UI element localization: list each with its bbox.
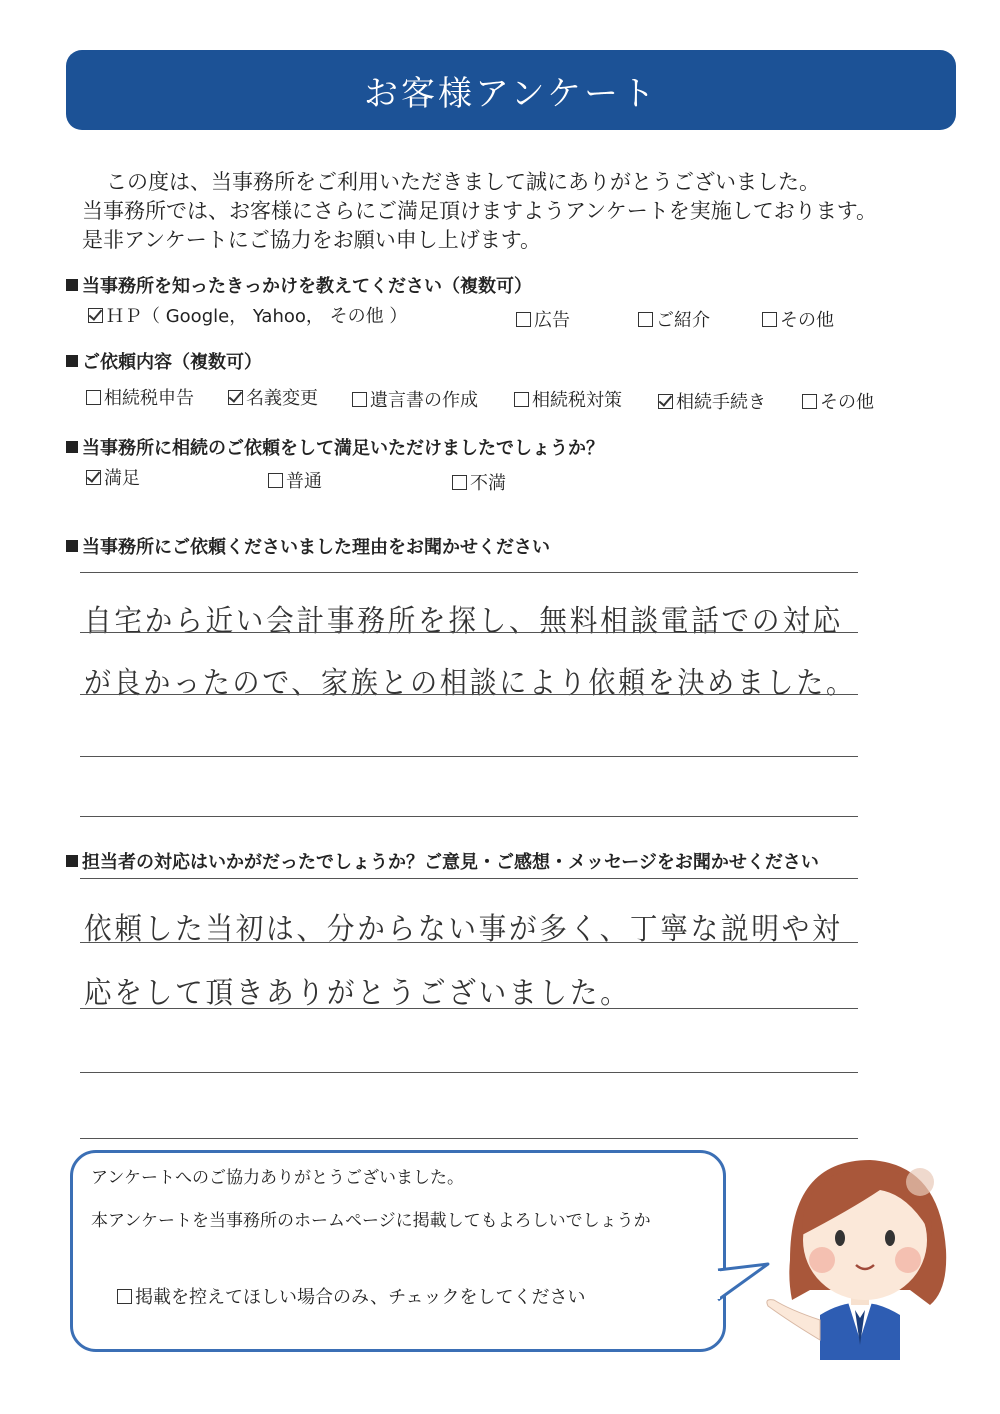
checkbox-icon[interactable] <box>117 1289 132 1304</box>
answer-line <box>80 1008 858 1009</box>
answer-line <box>80 816 858 817</box>
answer-line <box>80 942 858 943</box>
closing-question: 本アンケートを当事務所のホームページに掲載してもよろしいでしょうか <box>91 1211 651 1231</box>
page-title: お客様アンケート <box>364 73 658 114</box>
handwritten-answer-line: が良かったので、家族との相談により依頼を決めました。 <box>84 666 856 701</box>
question-3-label: 当事務所に相続のご依頼をして満足いただけましたでしょうか？ <box>66 434 604 460</box>
checkbox-icon[interactable] <box>802 394 817 409</box>
bullet-square-icon <box>66 855 78 867</box>
checkbox-icon[interactable] <box>516 312 531 327</box>
intro-line: 是非アンケートにご協力をお願い申し上げます。 <box>82 228 542 252</box>
checkbox-checked-icon[interactable] <box>86 470 101 485</box>
answer-line <box>80 878 858 879</box>
bullet-square-icon <box>66 441 78 453</box>
question-4-label: 当事務所にご依頼くださいました理由をお聞かせください <box>66 533 550 559</box>
checkbox-icon[interactable] <box>268 473 283 488</box>
question-2-label: ご依頼内容（複数可） <box>66 348 262 374</box>
q2-option-will[interactable]: 遺言書の作成 <box>352 386 478 412</box>
q1-option-referral[interactable]: ご紹介 <box>638 306 710 332</box>
q2-option-tax-planning[interactable]: 相続税対策 <box>514 386 622 412</box>
question-1-label: 当事務所を知ったきっかけを教えてください（複数可） <box>66 272 532 298</box>
bullet-square-icon <box>66 279 78 291</box>
checkbox-icon[interactable] <box>638 312 653 327</box>
q1-option-other[interactable]: その他 <box>762 306 834 332</box>
answer-line <box>80 1072 858 1073</box>
answer-line <box>80 694 858 695</box>
checkbox-icon[interactable] <box>514 392 529 407</box>
checkbox-icon[interactable] <box>86 390 101 405</box>
q1-option-ad[interactable]: 広告 <box>516 306 570 332</box>
answer-line <box>80 1138 858 1139</box>
answer-line <box>80 572 858 573</box>
checkbox-icon[interactable] <box>452 475 467 490</box>
handwritten-answer-line: 応をして頂きありがとうございました。 <box>84 976 631 1011</box>
opt-out-option[interactable]: 掲載を控えてほしい場合のみ、チェックをしてください <box>117 1283 586 1309</box>
handwritten-answer-line: 依頼した当初は、分からない事が多く、丁寧な説明や対 <box>84 912 843 947</box>
q1-option-hp[interactable]: ＨＰ（ Google， Yahoo， その他 ） <box>88 302 407 328</box>
checkbox-checked-icon[interactable] <box>658 394 673 409</box>
checkbox-icon[interactable] <box>762 312 777 327</box>
closing-thanks: アンケートへのご協力ありがとうございました。 <box>91 1168 464 1188</box>
q2-option-name-change[interactable]: 名義変更 <box>228 384 318 410</box>
answer-line <box>80 756 858 757</box>
closing-speech-bubble <box>70 1150 726 1352</box>
q2-option-procedures[interactable]: 相続手続き <box>658 388 766 414</box>
handwritten-answer-line: 自宅から近い会計事務所を探し、無料相談電話での対応 <box>84 604 843 639</box>
intro-line: この度は、当事務所をご利用いただきまして誠にありがとうございました。 <box>106 170 820 194</box>
q3-option-dissatisfied[interactable]: 不満 <box>452 469 506 495</box>
q2-option-tax-return[interactable]: 相続税申告 <box>86 384 194 410</box>
checkbox-checked-icon[interactable] <box>228 390 243 405</box>
checkbox-icon[interactable] <box>352 392 367 407</box>
checkbox-checked-icon[interactable] <box>88 308 103 323</box>
answer-line <box>80 632 858 633</box>
q3-option-neutral[interactable]: 普通 <box>268 467 322 493</box>
q3-option-satisfied[interactable]: 満足 <box>86 464 140 490</box>
q2-option-other[interactable]: その他 <box>802 388 874 414</box>
intro-line: 当事務所では、お客様にさらにご満足頂けますようアンケートを実施しております。 <box>82 199 878 223</box>
mascot-illustration <box>760 1140 960 1360</box>
intro-text <box>82 168 982 255</box>
bullet-square-icon <box>66 355 78 367</box>
bullet-square-icon <box>66 540 78 552</box>
question-5-label: 担当者の対応はいかがだったでしょうか？ご意見・ご感想・メッセージをお聞かせください <box>66 848 819 874</box>
title-banner <box>66 50 956 130</box>
